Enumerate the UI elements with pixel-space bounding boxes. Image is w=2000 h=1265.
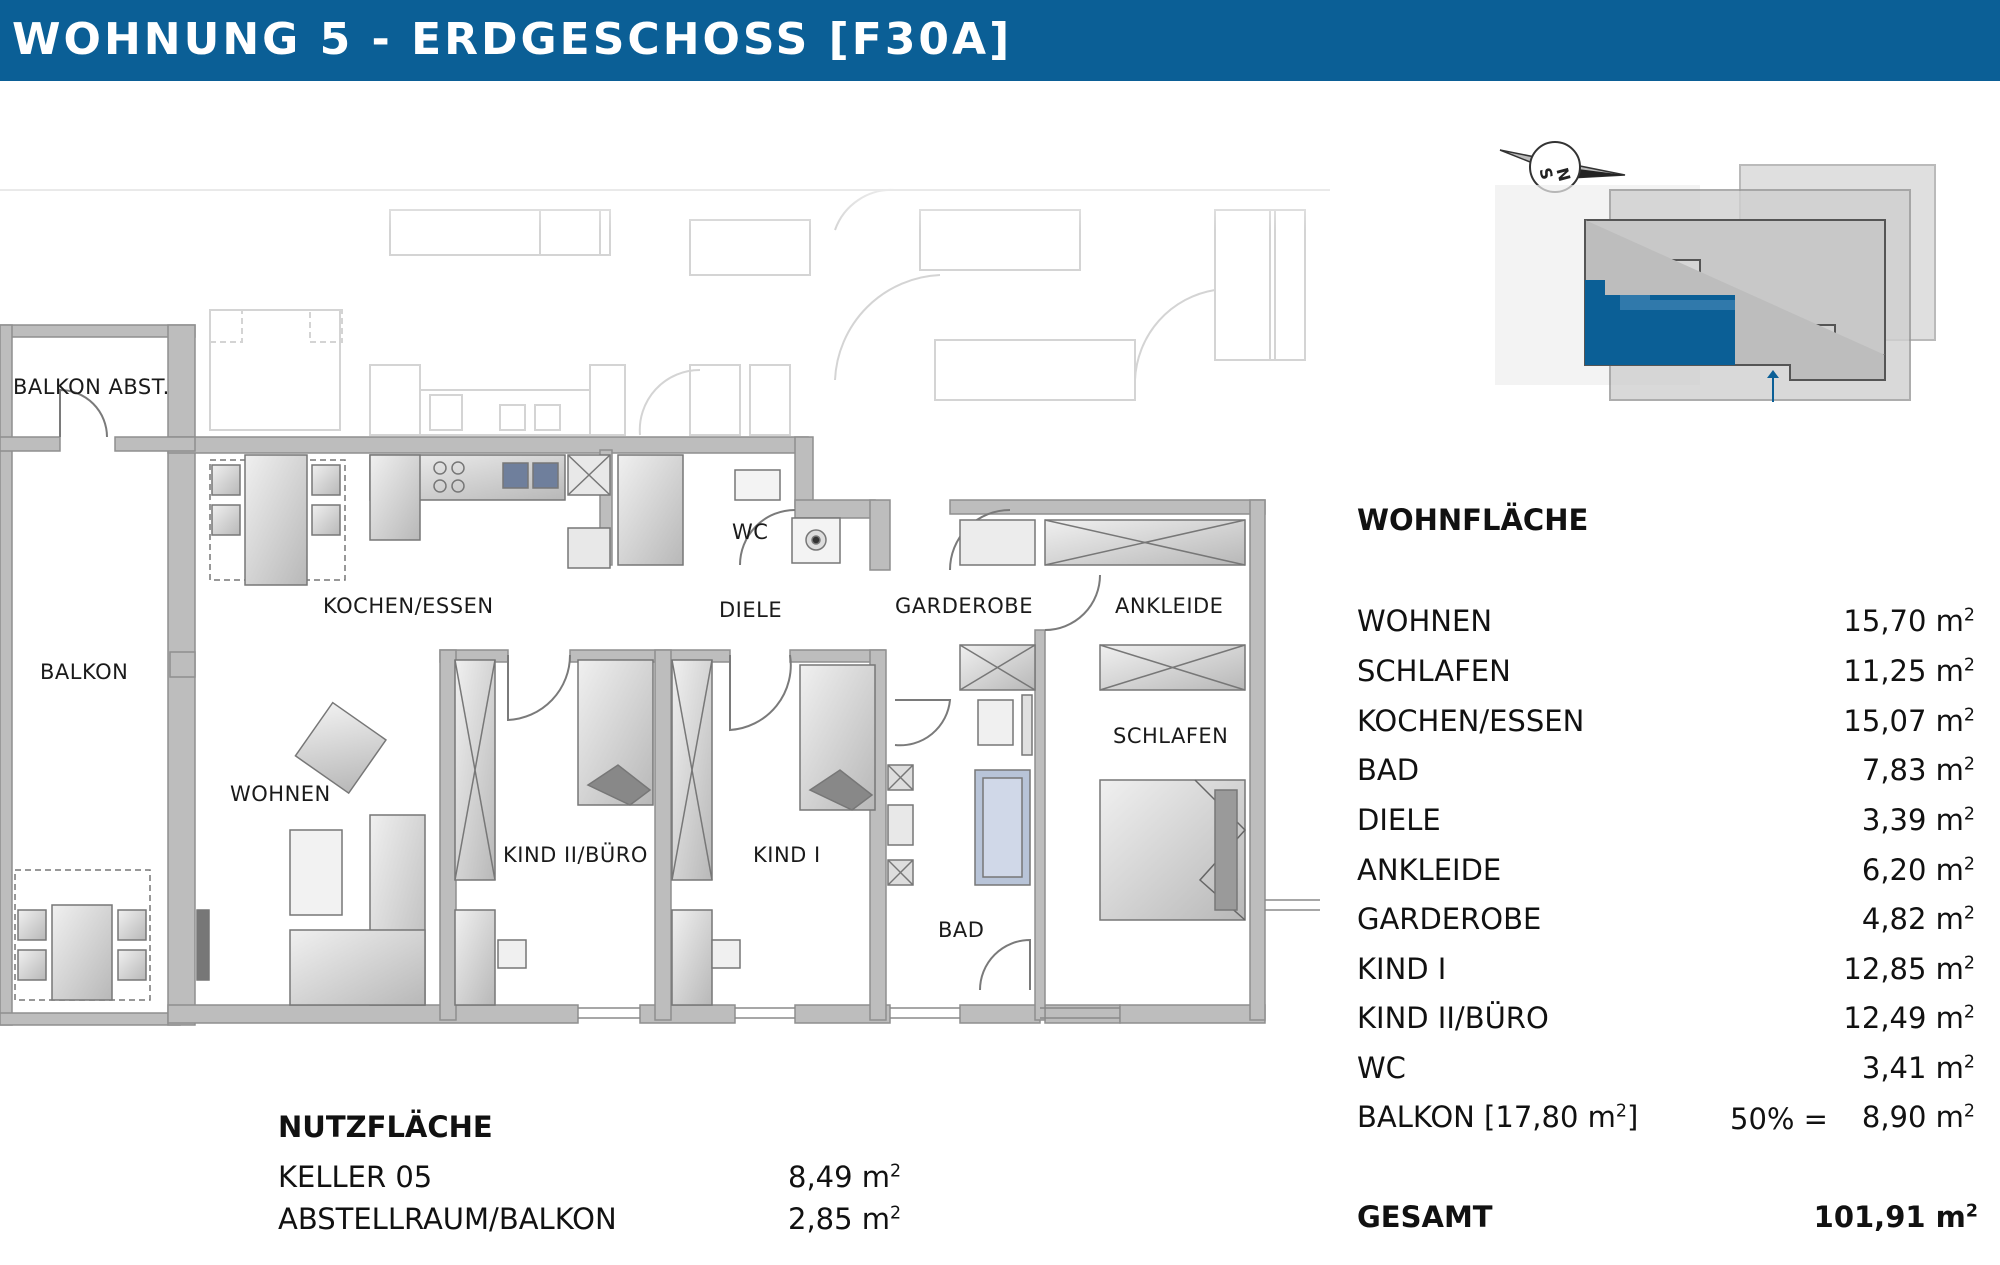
wohnflaeche-row-label: BAD: [1357, 753, 1420, 787]
balkon-row-label: BALKON [17,80 $m^2$]: [1357, 1100, 1639, 1134]
wohnflaeche-row-value: 15,07 $m^2$: [1843, 704, 1975, 738]
room-label-garderobe: GARDEROBE: [895, 594, 1033, 618]
balkon-row-value: 8,90 $m^2$: [1861, 1100, 1975, 1134]
wohnflaeche-row-value: 3,41 $m^2$: [1861, 1051, 1975, 1085]
room-label-balkon-abst: BALKON ABST.: [13, 375, 170, 399]
room-label-balkon: BALKON: [40, 660, 129, 684]
wohnflaeche-row-label: KIND II/BÜRO: [1357, 1001, 1549, 1035]
page-title: WOHNUNG 5 - ERDGESCHOSS [F30A]: [12, 14, 1013, 65]
wohnflaeche-row-value: 6,20 $m^2$: [1861, 853, 1975, 887]
compass-icon: [1500, 142, 1625, 192]
wohnflaeche-row-value: 15,70 $m^2$: [1843, 604, 1975, 638]
nutzflaeche-row-label: KELLER 05: [278, 1160, 433, 1194]
room-label-bad: BAD: [938, 918, 985, 942]
balkon-row-pct: 50% =: [1730, 1102, 1828, 1136]
nutzflaeche-row-value: 8,49 $m^2$: [788, 1160, 902, 1194]
wohnflaeche-row-label: WOHNEN: [1357, 604, 1493, 638]
room-label-schlafen: SCHLAFEN: [1113, 724, 1229, 748]
wohnflaeche-row-label: KOCHEN/ESSEN: [1357, 704, 1585, 738]
room-label-ankleide: ANKLEIDE: [1115, 594, 1224, 618]
wohnflaeche-row-label: GARDEROBE: [1357, 902, 1542, 936]
bathroom-fixtures: [888, 695, 1032, 885]
beds: [455, 660, 1245, 1005]
living-furniture: [197, 703, 425, 1005]
compass-south: S: [1535, 165, 1557, 182]
nutzflaeche-title: NUTZFLÄCHE: [278, 1110, 493, 1144]
wohnflaeche-row-label: DIELE: [1357, 803, 1441, 837]
site-orientation: [1490, 130, 1950, 420]
nutzflaeche-row-label: ABSTELLRAUM/BALKON: [278, 1202, 617, 1236]
nutzflaeche-row-value: 2,85 $m^2$: [788, 1202, 902, 1236]
wohnflaeche-row-value: 4,82 $m^2$: [1861, 902, 1975, 936]
gesamt-label: GESAMT: [1357, 1200, 1493, 1234]
wohnflaeche-row-value: 12,49 $m^2$: [1843, 1001, 1975, 1035]
wohnflaeche-row-label: SCHLAFEN: [1357, 654, 1511, 688]
wohnflaeche-row-value: 11,25 $m^2$: [1843, 654, 1975, 688]
gesamt-value: 101,91 $m^2$: [1813, 1200, 1978, 1234]
room-label-wc: WC: [732, 520, 769, 544]
room-label-kochen-essen: KOCHEN/ESSEN: [323, 594, 494, 618]
kitchen: [210, 455, 610, 585]
wohnflaeche-row-label: WC: [1357, 1051, 1406, 1085]
compass-north: N: [1552, 165, 1575, 184]
room-label-wohnen: WOHNEN: [230, 782, 331, 806]
balcony-furniture: [15, 870, 150, 1000]
room-label-diele: DIELE: [719, 598, 783, 622]
wohnflaeche-row-value: 7,83 $m^2$: [1861, 753, 1975, 787]
room-label-kind1: KIND I: [753, 843, 821, 867]
wohnflaeche-title: WOHNFLÄCHE: [1357, 503, 1589, 537]
wohnflaeche-row-label: KIND I: [1357, 952, 1447, 986]
room-label-kind2: KIND II/BÜRO: [503, 843, 648, 867]
wohnflaeche-row-label: ANKLEIDE: [1357, 853, 1502, 887]
wohnflaeche-row-value: 3,39 $m^2$: [1861, 803, 1975, 837]
wohnflaeche-row-value: 12,85 $m^2$: [1843, 952, 1975, 986]
